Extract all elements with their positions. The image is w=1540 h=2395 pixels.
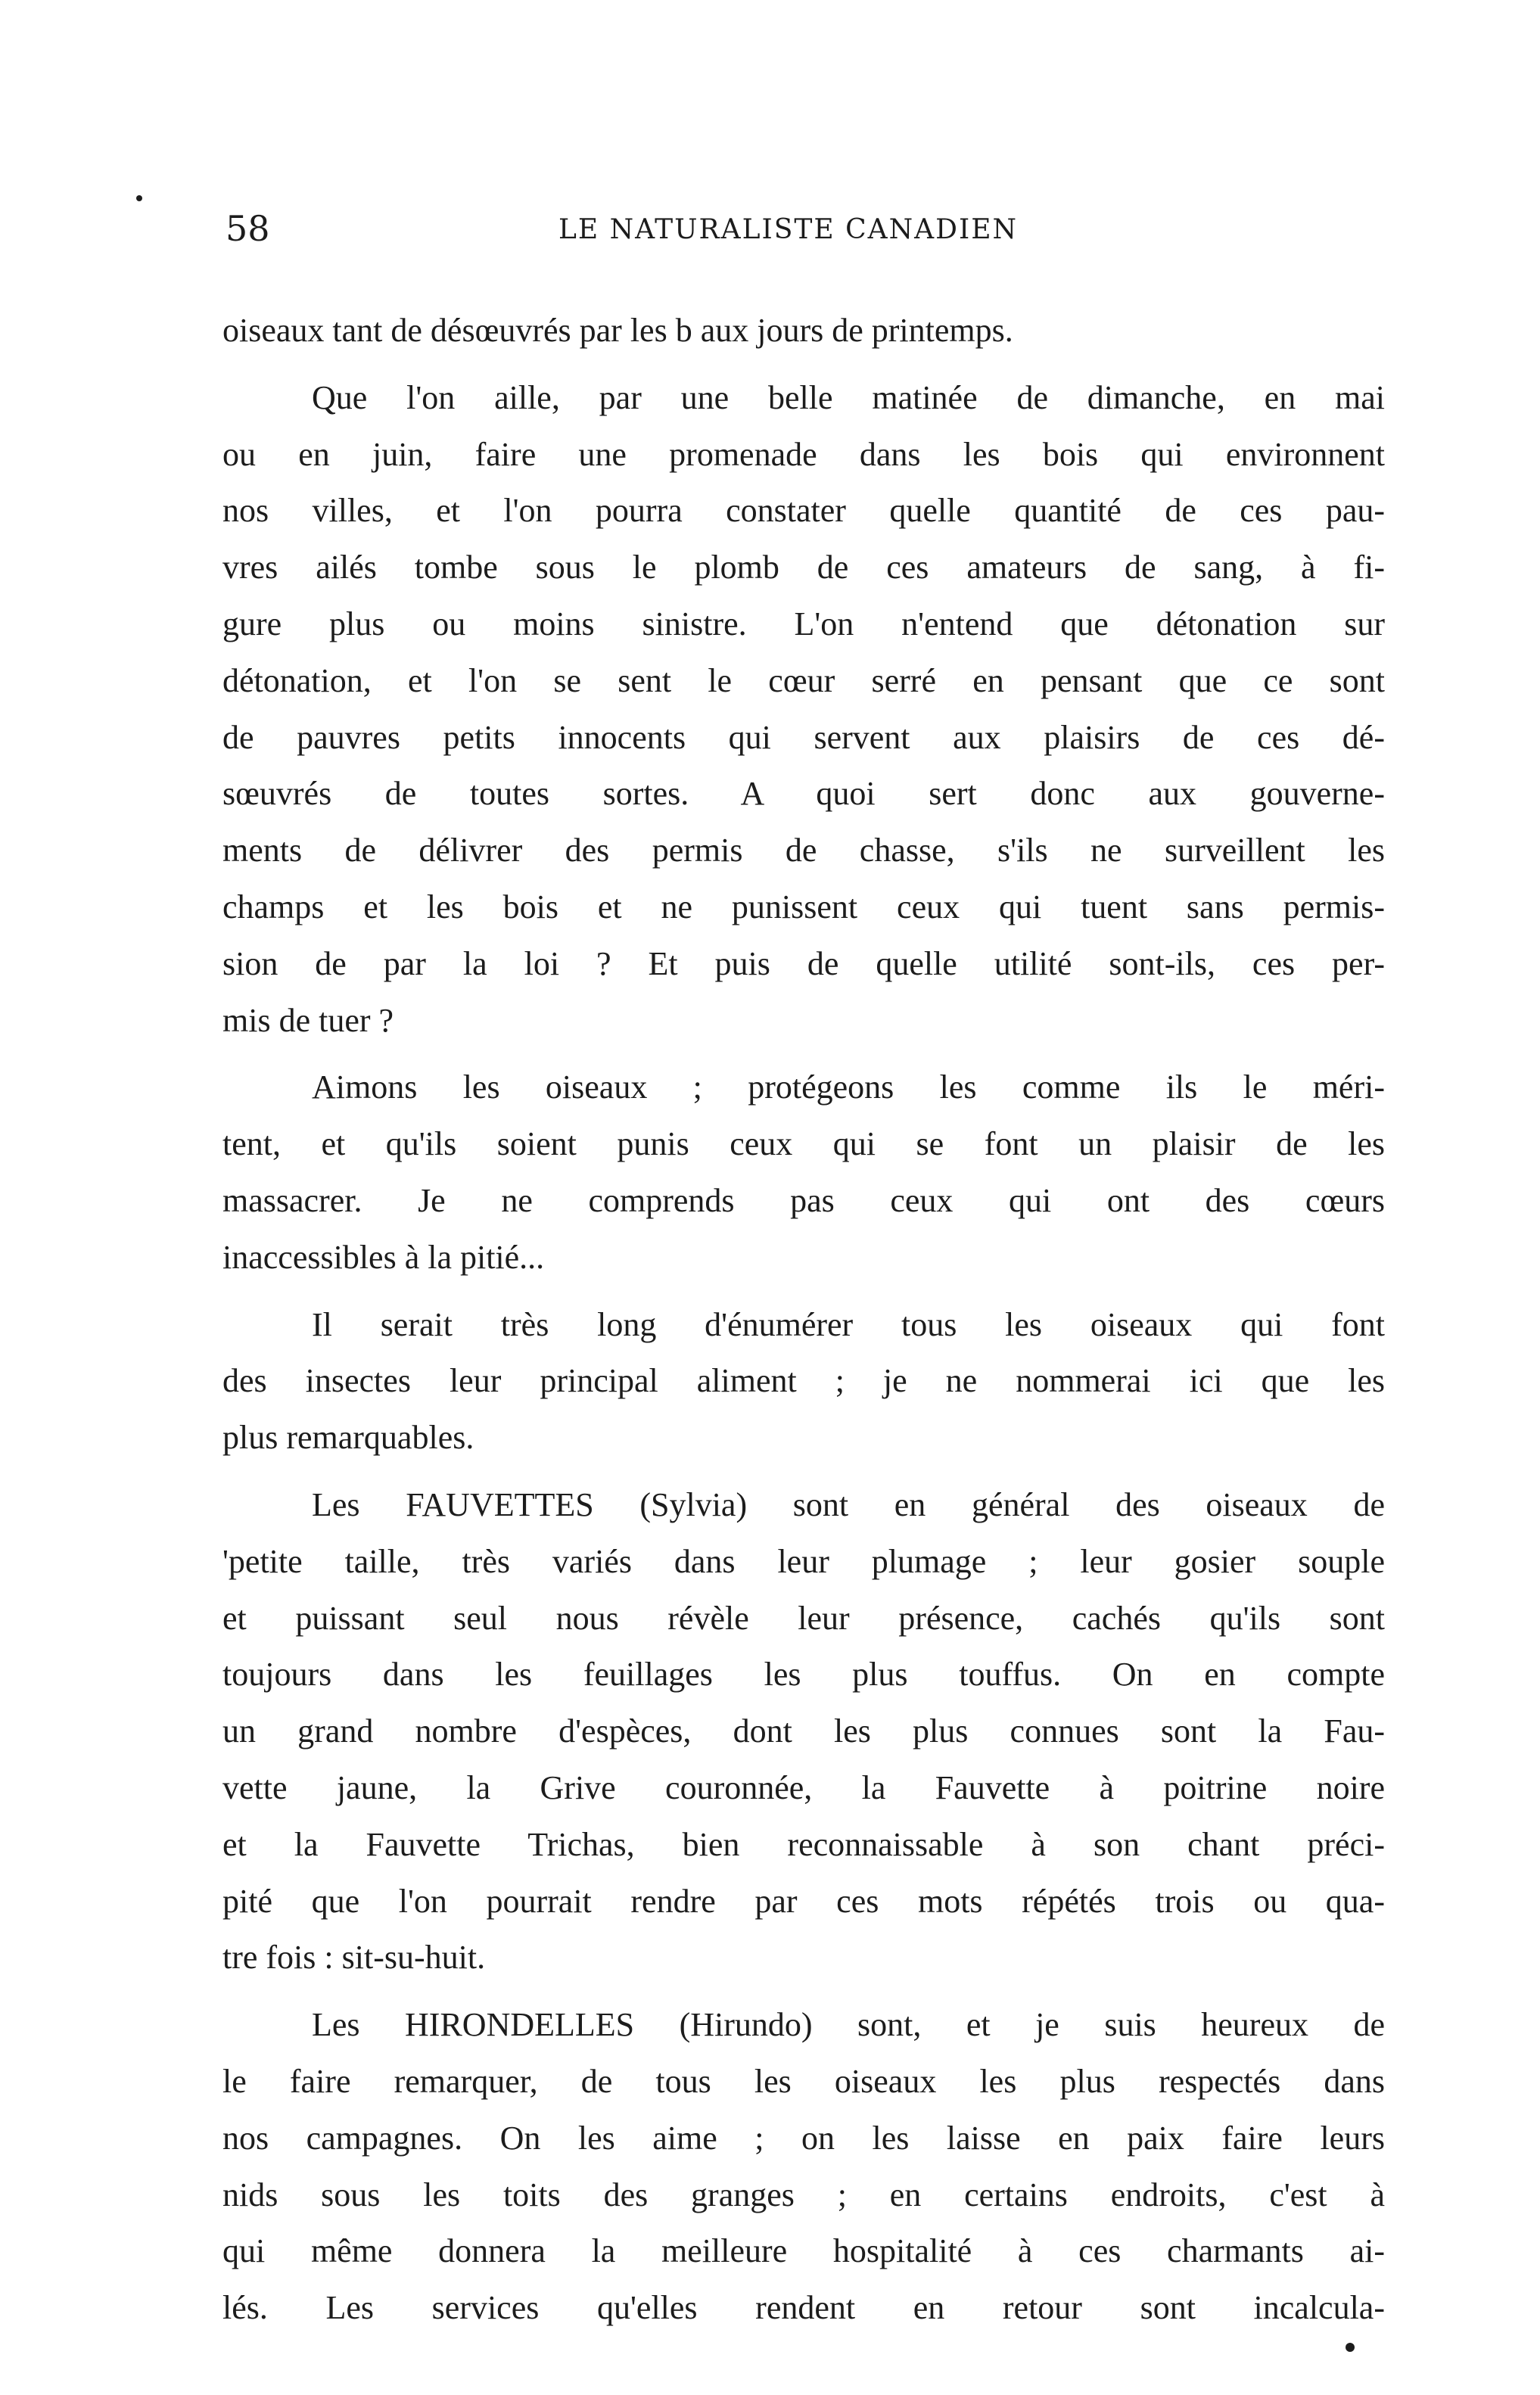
text-line: un grand nombre d'espèces, dont les plus connues sont la Fau- [222, 1712, 1385, 1750]
text-line: tent, et qu'ils soient punis ceux qui se font un plaisir de les [222, 1125, 1385, 1163]
text-line: pité que l'on pourrait rendre par ces mots répétés trois ou qua- [222, 1882, 1385, 1920]
text-line: gure plus ou moins sinistre. L'on n'entend que détonation sur [222, 605, 1385, 642]
text-line: champs et les bois et ne punissent ceux qui tuent sans permis- [222, 888, 1385, 925]
paragraph-gap [222, 1049, 1385, 1059]
paragraph-gap [222, 1467, 1385, 1477]
text-line: mis de tuer ? [222, 1001, 394, 1039]
text-line: Que l'on aille, par une belle matinée de dimanche, en mai [312, 378, 1385, 416]
text-line: vres ailés tombe sous le plomb de ces amateurs de sang, à fi- [222, 549, 1385, 586]
text-line: plus remarquables. [222, 1419, 474, 1457]
text-line: sion de par la loi ? Et puis de quelle utilité sont-ils, ces per- [222, 944, 1385, 982]
text-line: nos villes, et l'on pourra constater quelle quantité de ces pau- [222, 492, 1385, 530]
paragraph-gap [222, 359, 1385, 370]
text-line: de pauvres petits innocents qui servent aux plaisirs de ces dé- [222, 718, 1385, 756]
text-line: vette jaune, la Grive couronnée, la Fauvette à poitrine noire [222, 1768, 1385, 1806]
text-line: Les HIRONDELLES (Hirundo) sont, et je suis heureux de [312, 2006, 1385, 2044]
text-line: Aimons les oiseaux ; protégeons les comme ils le méri- [312, 1068, 1385, 1106]
running-head [226, 206, 1376, 259]
text-line: massacrer. Je ne comprends pas ceux qui ont des cœurs [222, 1181, 1385, 1219]
text-line: lés. Les services qu'elles rendent en retour sont incalcula- [222, 2289, 1385, 2327]
text-line: nos campagnes. On les aime ; on les laisse en paix faire leurs [222, 2119, 1385, 2157]
text-line: des insectes leur principal aliment ; je ne nommerai ici que les [222, 1362, 1385, 1400]
ink-speck [1346, 2343, 1355, 2352]
text-line: et puissant seul nous révèle leur présence, cachés qu'ils sont [222, 1599, 1385, 1637]
text-line: le faire remarquer, de tous les oiseaux les plus respectés dans [222, 2062, 1385, 2100]
text-line: ou en juin, faire une promenade dans les bois qui environnent [222, 435, 1385, 473]
body-text [222, 303, 1385, 2337]
text-line: Il serait très long d'énumérer tous les oiseaux qui font [312, 1305, 1385, 1343]
text-line: détonation, et l'on se sent le cœur serré en pensant que ce sont [222, 661, 1385, 699]
text-line: ments de délivrer des permis de chasse, s'ils ne surveillent les [222, 832, 1385, 869]
text-line: qui même donnera la meilleure hospitalité à ces charmants ai- [222, 2232, 1385, 2270]
text-line: et la Fauvette Trichas, bien reconnaissable à son chant préci- [222, 1825, 1385, 1863]
text-line: toujours dans les feuillages les plus touffus. On en compte [222, 1656, 1385, 1694]
text-line: inaccessibles à la pitié... [222, 1238, 545, 1276]
journal-title: LE NATURALISTE CANADIEN [558, 214, 1019, 245]
text-line: 'petite taille, très variés dans leur plumage ; leur gosier souple [222, 1542, 1385, 1580]
ink-speck [136, 195, 142, 201]
text-line: sœuvrés de toutes sortes. A quoi sert donc aux gouverne- [222, 775, 1385, 813]
text-line: tre fois : sit-su-huit. [222, 1939, 486, 1977]
text-line: oiseaux tant de désœuvrés par les b aux jours de printemps. [222, 312, 1013, 349]
paragraph-gap [222, 1986, 1385, 1997]
paragraph-gap [222, 1286, 1385, 1297]
text-line: nids sous les toits des granges ; en certains endroits, c'est à [222, 2176, 1385, 2213]
text-line: Les FAUVETTES (Sylvia) sont en général des oiseaux de [312, 1485, 1385, 1523]
page-number: 58 [226, 208, 270, 249]
